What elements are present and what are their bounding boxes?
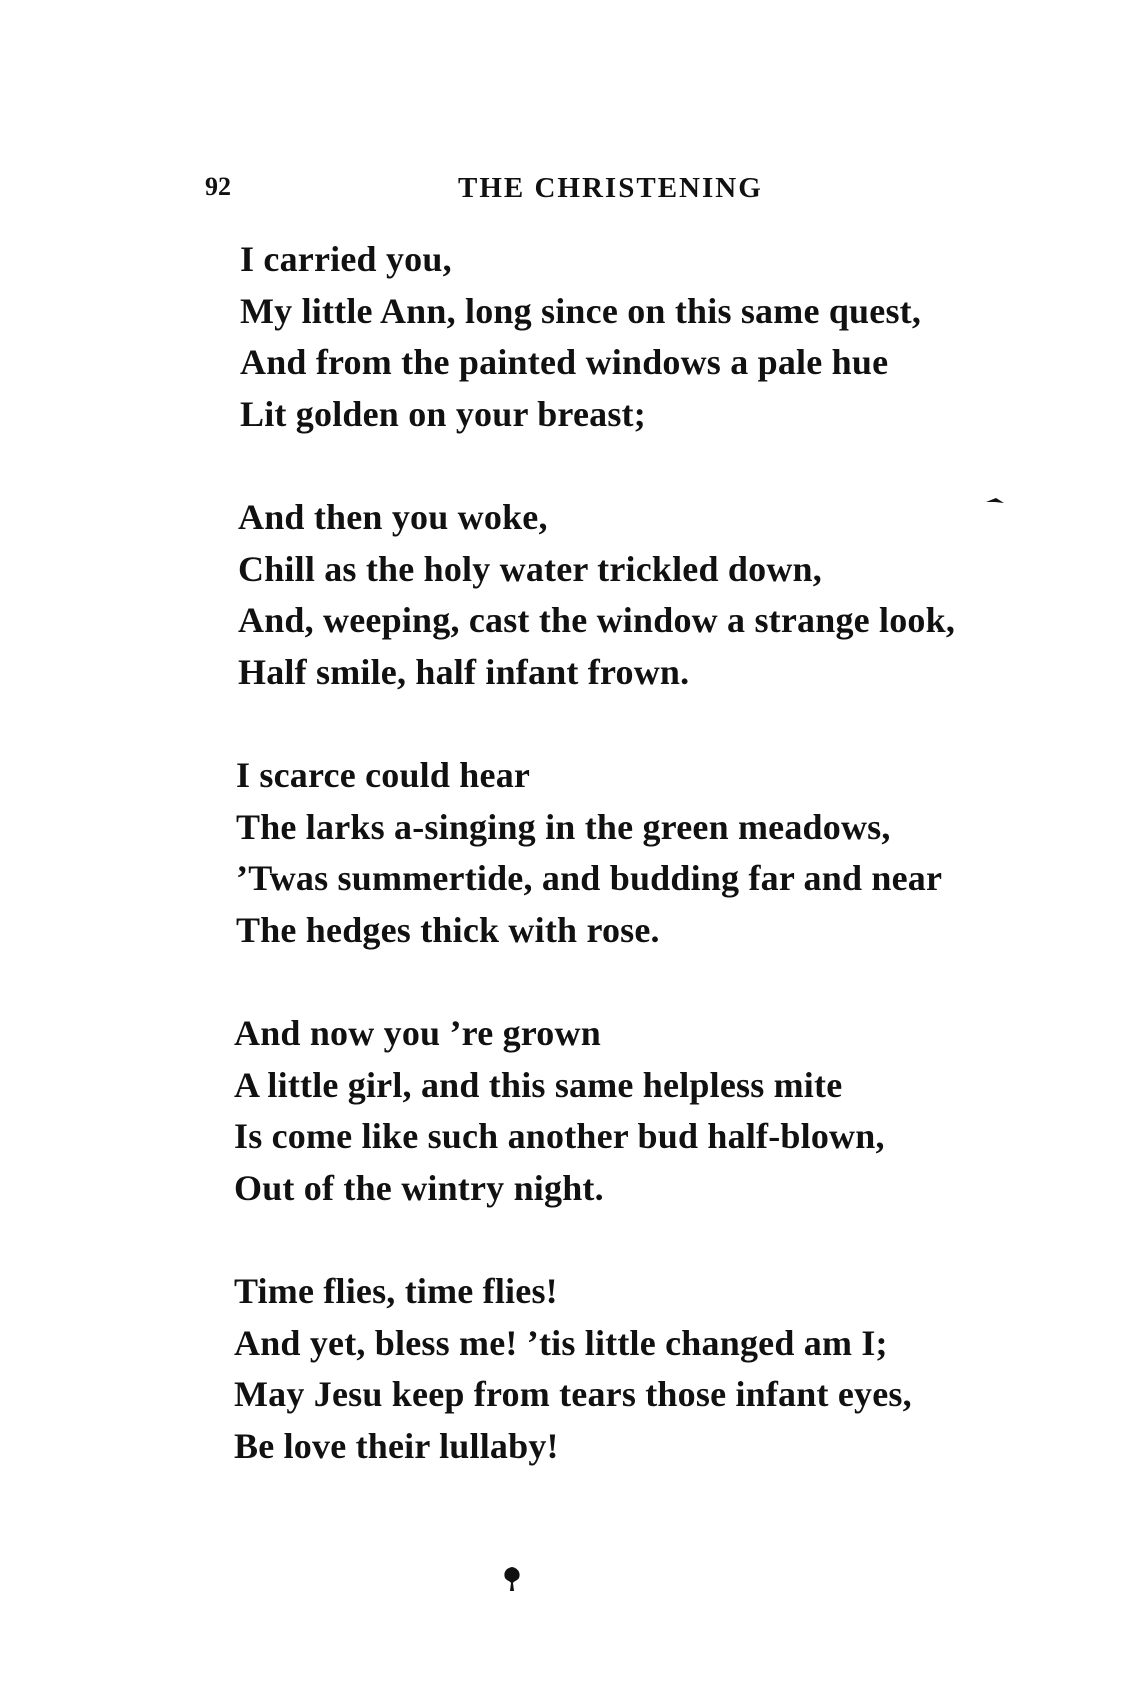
poem-line: Half smile, half infant frown. — [238, 651, 690, 692]
poem-line: And then you woke, — [238, 497, 548, 537]
stanza — [236, 750, 1070, 956]
poem-line: I scarce could hear — [236, 755, 531, 795]
poem-line: A little girl, and this same helpless mite — [234, 1064, 843, 1105]
running-head — [0, 172, 1121, 212]
poem-line: The larks a-singing in the green meadows, — [236, 806, 891, 847]
poem-line: The hedges thick with rose. — [236, 909, 660, 950]
page-number: 92 — [205, 172, 231, 201]
poem-line: I carried you, — [240, 239, 452, 279]
stanza — [240, 234, 1070, 440]
poem-line: Time flies, time flies! — [234, 1271, 558, 1311]
page-title: THE CHRISTENING — [458, 172, 763, 204]
fleuron-icon — [502, 1566, 522, 1592]
stanza — [234, 1266, 1070, 1472]
poem-line: And now you ’re grown — [234, 1013, 601, 1053]
poem-line: And from the painted windows a pale hue — [240, 342, 889, 382]
stanza — [238, 492, 1070, 698]
poem-line: Be love their lullaby! — [234, 1425, 559, 1466]
poem-line: Out of the wintry night. — [234, 1167, 604, 1208]
poem-line: And yet, bless me! ’tis little changed am I; — [234, 1322, 888, 1363]
poem — [234, 234, 1070, 1524]
stanza — [234, 1008, 1070, 1214]
poem-line: Chill as the holy water trickled down, — [238, 548, 822, 589]
poem-line: May Jesu keep from tears those infant eyes, — [234, 1374, 912, 1414]
poem-line: ’Twas summertide, and budding far and near — [236, 858, 943, 898]
poem-line: Is come like such another bud half-blown, — [234, 1116, 885, 1156]
poem-line: My little Ann, long since on this same quest, — [240, 290, 922, 331]
poem-line: And, weeping, cast the window a strange look, — [238, 600, 956, 640]
poem-line: Lit golden on your breast; — [240, 393, 646, 434]
